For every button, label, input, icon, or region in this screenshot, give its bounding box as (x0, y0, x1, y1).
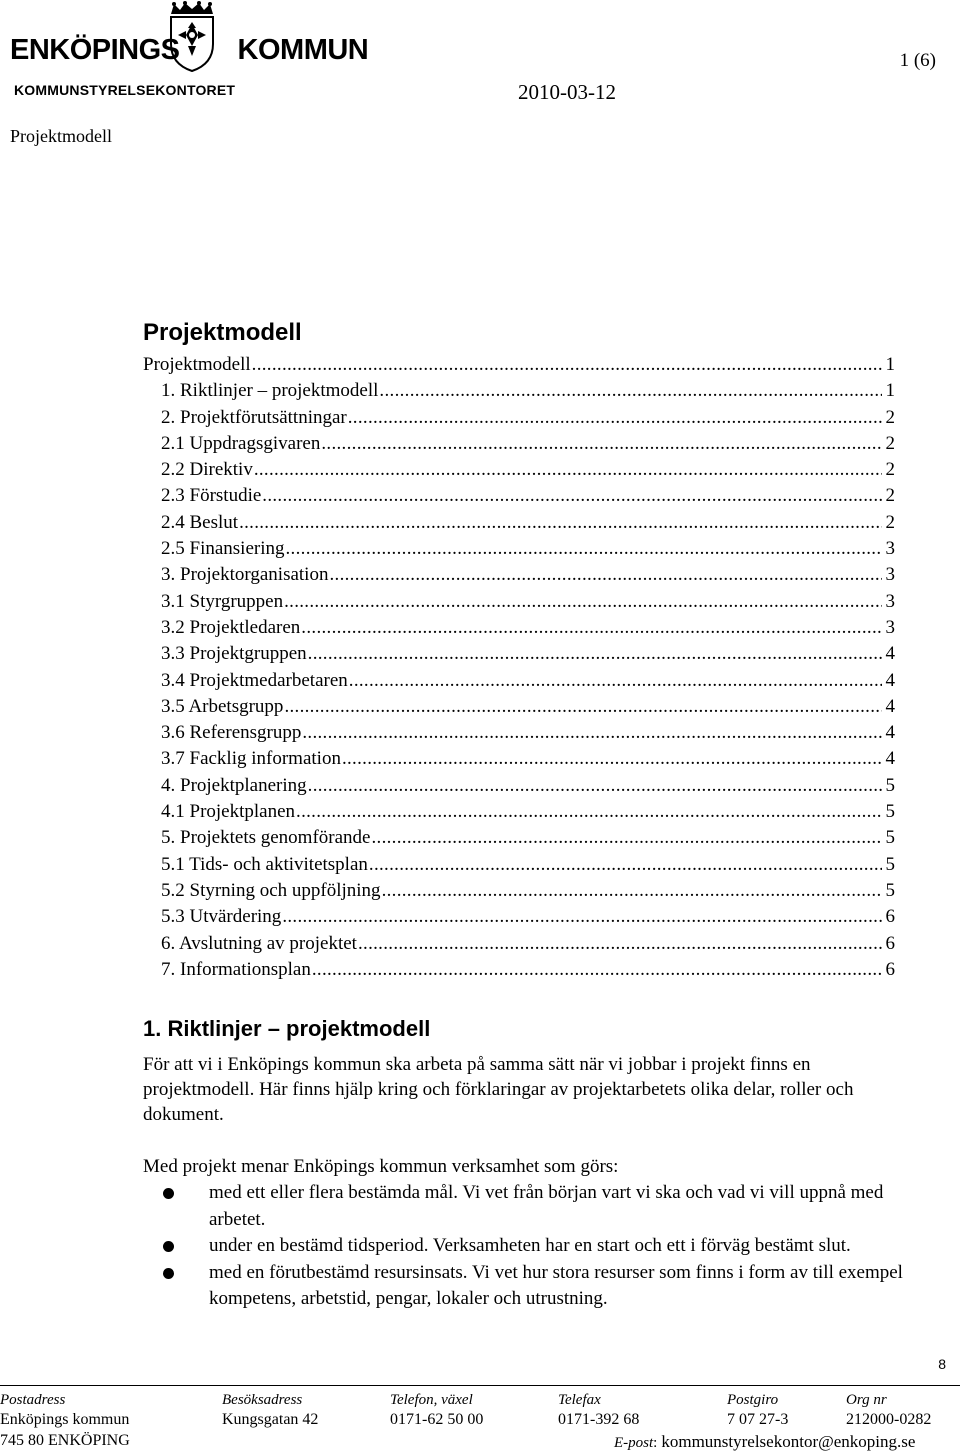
toc-entry[interactable] (143, 957, 895, 983)
toc-entry-label: 2. Projektförutsättningar (161, 406, 347, 428)
toc-entry-page: 2 (885, 406, 895, 428)
bullet-icon (163, 1241, 174, 1252)
footer-besoksadress: Besöksadress Kungsgatan 42 (222, 1392, 319, 1428)
toc-entry-label: 3.1 Styrgruppen (161, 590, 284, 612)
toc-leader (254, 457, 882, 483)
toc-entry-label: 3. Projektorganisation (161, 564, 329, 586)
toc-entry-label: 5.3 Utvärdering (161, 906, 282, 928)
section-heading: 1. Riktlinjer – projektmodell (143, 1016, 431, 1041)
definition-paragraph: Med projekt menar Enköpings kommun verksamhet som görs: (143, 1156, 619, 1177)
toc-leader (296, 799, 881, 825)
toc-entry[interactable] (143, 931, 895, 957)
toc-entry-page: 6 (885, 906, 895, 928)
toc-leader (329, 562, 881, 588)
toc-leader (342, 746, 882, 772)
toc-entry-label: 4. Projektplanering (161, 774, 307, 796)
toc-entry-page: 2 (885, 432, 895, 454)
toc-entry-page: 3 (885, 590, 895, 612)
toc-leader (252, 352, 882, 378)
list-item: med en förutbestämd resursinsats. Vi vet hur stora resurser som finns i form av till exempel kompetens, arbetstid, pengar, lokaler och utrustning. (143, 1260, 903, 1313)
toc-entry-label: 3.2 Projektledaren (161, 616, 301, 638)
toc-leader (382, 878, 882, 904)
toc-entry[interactable] (143, 878, 895, 904)
toc-entry-page: 5 (885, 827, 895, 849)
bullet-icon (163, 1188, 174, 1199)
email-link[interactable]: kommunstyrelsekontor@enkoping.se (661, 1432, 916, 1451)
footer-epost: E-post: kommunstyrelsekontor@enkoping.se (614, 1432, 916, 1451)
toc-entry-page: 4 (885, 748, 895, 770)
toc-entry[interactable] (143, 720, 895, 746)
toc-entry[interactable] (143, 641, 895, 667)
toc-entry[interactable] (143, 615, 895, 641)
toc-entry[interactable] (143, 378, 895, 404)
list-item: med ett eller flera bestämda mål. Vi vet från början vart vi ska och vad vi vill uppnå med arbetet. (143, 1180, 903, 1233)
definition-list (143, 1180, 903, 1313)
logo-word-enkopings: ENKÖPINGS (10, 34, 180, 66)
footer-telefon: Telefon, växel 0171-62 50 00 (390, 1392, 484, 1428)
toc-leader (369, 852, 882, 878)
document-date: 2010-03-12 (518, 80, 616, 104)
toc-entry-page: 6 (885, 932, 895, 954)
toc-entry[interactable] (143, 694, 895, 720)
toc-leader (308, 773, 882, 799)
toc-entry-label: 2.3 Förstudie (161, 485, 262, 507)
toc-entry-label: 3.5 Arbetsgrupp (161, 695, 284, 717)
footer-orgnr: Org nr 212000-0282 (846, 1392, 932, 1428)
toc-leader (262, 483, 881, 509)
toc-entry-page: 1 (885, 380, 895, 402)
page-number: 1 (6) (899, 50, 936, 71)
toc-entry-page: 4 (885, 695, 895, 717)
toc-entry-page: 5 (885, 801, 895, 823)
toc-entry-page: 5 (885, 774, 895, 796)
toc-entry[interactable] (143, 825, 895, 851)
toc-leader (282, 904, 881, 930)
toc-entry-label: 2.2 Direktiv (161, 459, 253, 481)
toc-leader (349, 668, 882, 694)
toc-leader (358, 931, 882, 957)
toc-entry[interactable] (143, 852, 895, 878)
toc-leader (371, 825, 881, 851)
toc-entry-page: 2 (885, 511, 895, 533)
toc-entry-page: 4 (885, 722, 895, 744)
toc-entry-page: 1 (885, 354, 895, 375)
toc-entry-page: 5 (885, 853, 895, 875)
toc-entry[interactable] (143, 562, 895, 588)
footer-divider (0, 1385, 960, 1386)
toc-leader (308, 641, 882, 667)
footer-mark: 8 (938, 1356, 946, 1372)
footer-telefax: Telefax 0171-392 68 (558, 1392, 640, 1428)
toc-entry-page: 3 (885, 564, 895, 586)
table-of-contents (143, 352, 895, 983)
toc-entry-page: 3 (885, 616, 895, 638)
toc-entry-label: 3.4 Projektmedarbetaren (161, 669, 348, 691)
toc-entry-label: 5.1 Tids- och aktivitetsplan (161, 853, 368, 875)
toc-entry-page: 6 (885, 958, 895, 980)
toc-entry-page: 4 (885, 643, 895, 665)
toc-leader (301, 615, 881, 641)
toc-entry-page: 5 (885, 879, 895, 901)
toc-leader (284, 694, 881, 720)
toc-leader (286, 536, 882, 562)
toc-entry-page: 4 (885, 669, 895, 691)
toc-entry-label: 7. Informationsplan (161, 958, 311, 980)
toc-entry-label: 3.6 Referensgrupp (161, 722, 302, 744)
toc-leader (348, 405, 882, 431)
logo-subtitle: KOMMUNSTYRELSEKONTORET (14, 82, 236, 98)
toc-entry-label: 3.7 Facklig information (161, 748, 341, 770)
footer-postgiro: Postgiro 7 07 27-3 (727, 1392, 789, 1428)
toc-entry[interactable] (143, 352, 895, 378)
toc-entry-label: 1. Riktlinjer – projektmodell (161, 380, 379, 402)
toc-entry-label: Projektmodell (143, 354, 251, 375)
toc-entry[interactable] (143, 405, 895, 431)
toc-entry[interactable] (143, 668, 895, 694)
list-item: under en bestämd tidsperiod. Verksamheten har en start och ett i förväg bestämt slut. (143, 1233, 903, 1260)
toc-leader (312, 957, 882, 983)
toc-entry[interactable] (143, 589, 895, 615)
toc-leader (302, 720, 881, 746)
toc-entry[interactable] (143, 483, 895, 509)
toc-entry[interactable] (143, 746, 895, 772)
toc-entry-page: 3 (885, 538, 895, 560)
toc-entry-label: 3.3 Projektgruppen (161, 643, 307, 665)
toc-entry-label: 5.2 Styrning och uppföljning (161, 879, 381, 901)
toc-entry[interactable] (143, 457, 895, 483)
toc-entry[interactable] (143, 773, 895, 799)
intro-paragraph: För att vi i Enköpings kommun ska arbeta på samma sätt när vi jobbar i projekt finns en projektmodell. Här finns hjälp kring och förklaringar av projektarbetets olika delar, roller och dokument. (143, 1054, 854, 1125)
toc-entry-page: 2 (885, 485, 895, 507)
page-title: Projektmodell (143, 319, 302, 346)
municipal-crest-icon (168, 0, 216, 72)
toc-entry-label: 4.1 Projektplanen (161, 801, 296, 823)
toc-entry-label: 5. Projektets genomförande (161, 827, 371, 849)
logo-word-kommun: KOMMUN (237, 34, 369, 66)
footer-postadress: Postadress Enköpings kommun 745 80 ENKÖPING (0, 1392, 130, 1449)
toc-leader (321, 431, 881, 457)
bullet-icon (163, 1268, 174, 1279)
toc-entry-label: 2.1 Uppdragsgivaren (161, 432, 321, 454)
toc-entry[interactable] (143, 431, 895, 457)
toc-entry[interactable] (143, 799, 895, 825)
toc-entry[interactable] (143, 536, 895, 562)
toc-entry[interactable] (143, 510, 895, 536)
toc-leader (239, 510, 881, 536)
document-title-header: Projektmodell (10, 126, 112, 146)
toc-entry[interactable] (143, 904, 895, 930)
toc-leader (284, 589, 881, 615)
toc-entry-page: 2 (885, 459, 895, 481)
toc-entry-label: 2.4 Beslut (161, 511, 239, 533)
toc-entry-label: 6. Avslutning av projektet (161, 932, 357, 954)
toc-leader (379, 378, 881, 404)
toc-entry-label: 2.5 Finansiering (161, 538, 285, 560)
